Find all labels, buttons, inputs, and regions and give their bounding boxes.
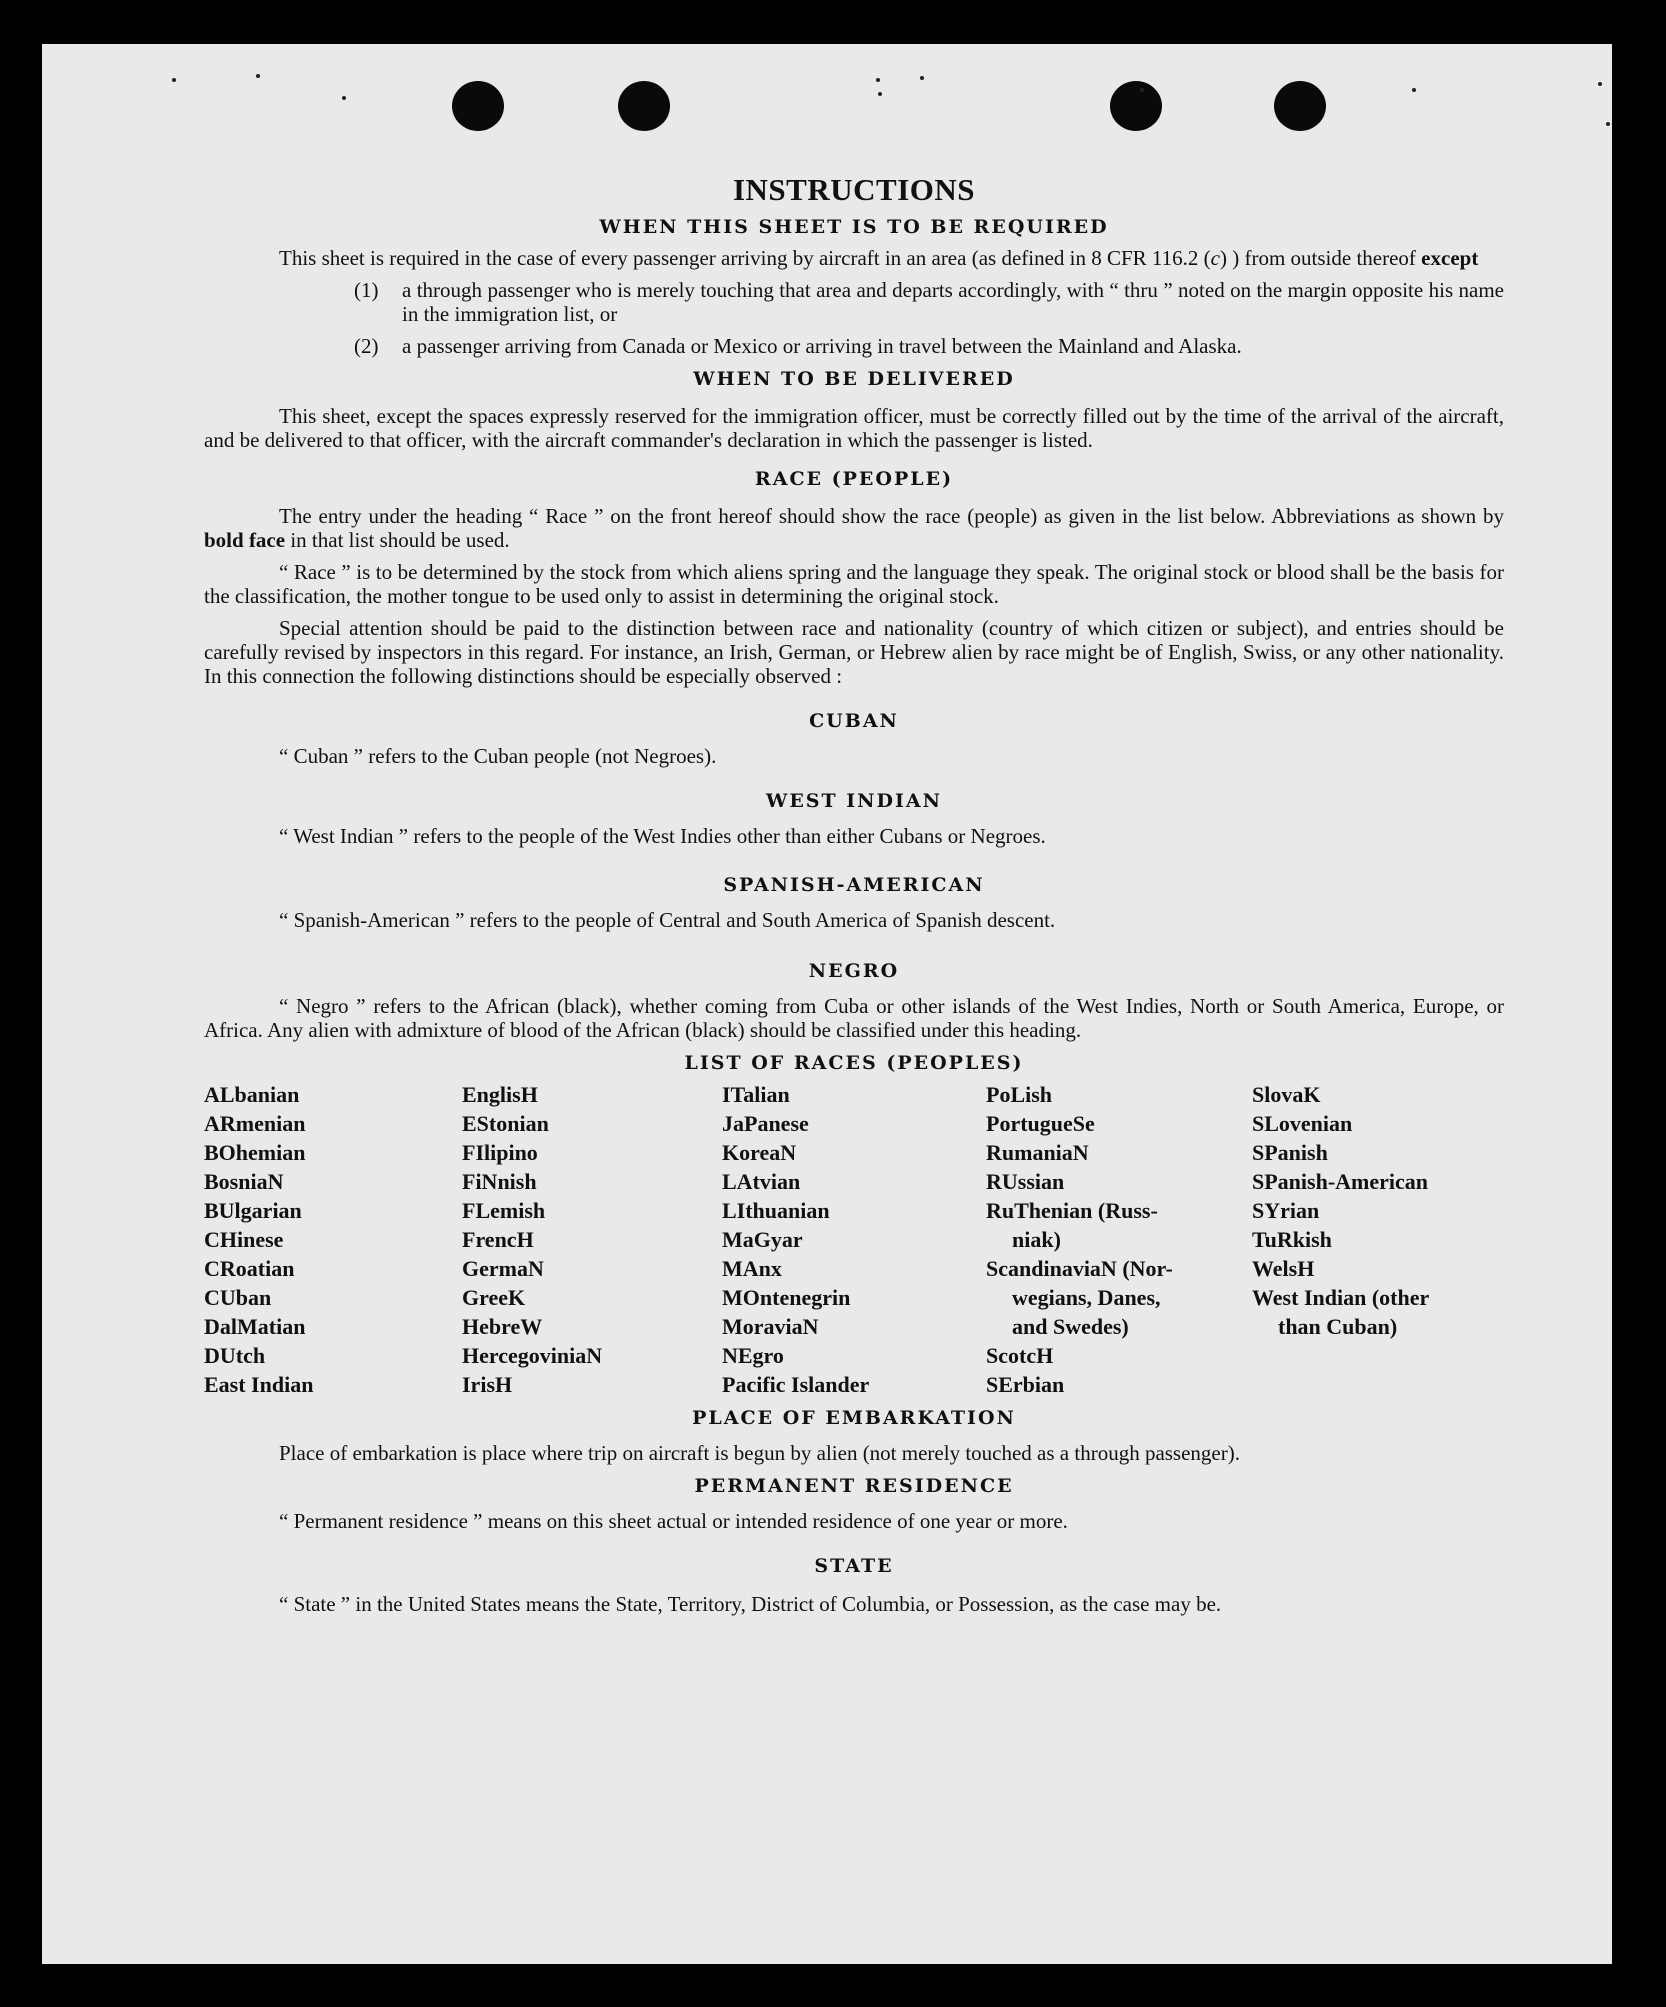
races-column-2 — [462, 1080, 722, 1399]
item-text: a through passenger who is merely touching that area and departs accordingly, with “ thru ” noted on the margin opposite his name in the immigration list, or — [402, 278, 1504, 326]
race-entry: PoLish — [986, 1082, 1053, 1107]
race-entry: FIlipino — [462, 1140, 538, 1165]
item-number: (1) — [354, 278, 379, 302]
races-column-4 — [986, 1080, 1252, 1399]
heading-spanish-american: SPANISH-AMERICAN — [723, 874, 985, 896]
heading-state: STATE — [814, 1555, 894, 1577]
race-entry: SLovenian — [1252, 1111, 1353, 1136]
race-entry: SErbian — [986, 1372, 1065, 1397]
race-entry: ALbanian — [204, 1082, 300, 1107]
race-entry: FiNnish — [462, 1169, 537, 1194]
speck — [920, 76, 924, 80]
heading-when-required: WHEN THIS SHEET IS TO BE REQUIRED — [599, 216, 1109, 238]
embarkation-text: Place of embarkation is place where trip on aircraft is begun by alien (not merely touched as a through passenger). — [279, 1441, 1240, 1465]
race-entry: GermaN — [462, 1256, 544, 1281]
race-entry: KoreaN — [722, 1140, 797, 1165]
race-entry: DUtch — [204, 1343, 266, 1368]
heading-west-indian: WEST INDIAN — [765, 790, 943, 812]
race-paragraph-3: Special attention should be paid to the distinction between race and nationality (country of which citizen or subject), and entries should be carefully revised by inspectors in this regard. For instance, an Irish, German, or Hebrew alien by race might be of English, Swiss, or any other nationality. In this connection the following distinctions should be especially observed : — [204, 616, 1504, 688]
speck — [172, 78, 176, 82]
race-entry: ScandinaviaN (Nor- — [986, 1256, 1173, 1281]
race-entry: CRoatian — [204, 1256, 295, 1281]
race-entry: East Indian — [204, 1372, 314, 1397]
race-p1-text: The entry under the heading “ Race ” on the front hereof should show the race (people) as given in the list below. Abbreviations as shown by — [279, 504, 1504, 528]
race-entry: than Cuban) — [1278, 1314, 1398, 1339]
race-p1-bold: bold face — [204, 528, 286, 552]
race-entry: CUban — [204, 1285, 272, 1310]
residence-text: “ Permanent residence ” means on this sheet actual or intended residence of one year or more. — [279, 1509, 1068, 1533]
race-entry: ScotcH — [986, 1343, 1054, 1368]
intro-text-2: ) ) from outside thereof — [1219, 246, 1422, 270]
speck — [1140, 88, 1144, 92]
heading-cuban: CUBAN — [809, 710, 899, 732]
race-entry: CHinese — [204, 1227, 284, 1252]
instructions-content — [204, 172, 1504, 1619]
race-entry: West Indian (other — [1252, 1285, 1430, 1310]
race-entry: SYrian — [1252, 1198, 1320, 1223]
race-entry: and Swedes) — [1012, 1314, 1129, 1339]
race-entry: NEgro — [722, 1343, 784, 1368]
races-list — [204, 1080, 1504, 1399]
cuban-text: “ Cuban ” refers to the Cuban people (not Negroes). — [279, 744, 717, 768]
punch-hole — [452, 81, 504, 131]
race-entry: WelsH — [1252, 1256, 1315, 1281]
race-entry: MoraviaN — [722, 1314, 819, 1339]
speck — [876, 78, 880, 82]
negro-text: “ Negro ” refers to the African (black), whether coming from Cuba or other islands of the West Indies, North or South America, Europe, or Africa. Any alien with admixture of blood of the African (black) should be classified under this heading. — [204, 994, 1504, 1042]
intro-text: This sheet is required in the case of every passenger arriving by aircraft in an area (as defined in 8 CFR 116.2 ( — [279, 246, 1211, 270]
race-entry: EStonian — [462, 1111, 549, 1136]
spanish-american-text: “ Spanish-American ” refers to the people of Central and South America of Spanish descent. — [279, 908, 1056, 932]
punch-hole — [618, 81, 670, 131]
race-entry: niak) — [1012, 1227, 1061, 1252]
speck — [1598, 82, 1602, 86]
punch-hole — [1110, 81, 1162, 131]
race-entry: ITalian — [722, 1082, 790, 1107]
item-text: a passenger arriving from Canada or Mexico or arriving in travel between the Mainland and Alaska. — [402, 334, 1242, 358]
races-column-1 — [204, 1080, 462, 1399]
race-entry: RumaniaN — [986, 1140, 1089, 1165]
race-paragraph-1 — [204, 504, 1504, 552]
heading-permanent-residence: PERMANENT RESIDENCE — [694, 1475, 1014, 1497]
page-title: INSTRUCTIONS — [732, 172, 975, 207]
race-entry: MAnx — [722, 1256, 782, 1281]
race-entry: TuRkish — [1252, 1227, 1332, 1252]
when-delivered-text: This sheet, except the spaces expressly reserved for the immigration officer, must be correctly filled out by the time of the arrival of the aircraft, and be delivered to that officer, with the aircraft commander's declaration in which the passenger is listed. — [204, 404, 1504, 452]
list-item — [354, 334, 1504, 358]
punch-hole — [1274, 81, 1326, 131]
speck — [1606, 122, 1610, 126]
race-entry: SPanish-American — [1252, 1169, 1428, 1194]
race-entry: BosniaN — [204, 1169, 284, 1194]
race-entry: LAtvian — [722, 1169, 801, 1194]
race-entry: BOhemian — [204, 1140, 306, 1165]
item-number: (2) — [354, 334, 379, 358]
race-entry: HebreW — [462, 1314, 543, 1339]
races-column-5 — [1252, 1080, 1452, 1399]
race-entry: Pacific Islander — [722, 1372, 870, 1397]
races-column-3 — [722, 1080, 986, 1399]
race-entry: DalMatian — [204, 1314, 306, 1339]
speck — [878, 92, 882, 96]
when-required-intro — [204, 246, 1504, 270]
race-entry: RUssian — [986, 1169, 1065, 1194]
intro-c: c — [1210, 246, 1220, 270]
heading-race: RACE (PEOPLE) — [754, 468, 954, 490]
race-entry: MOntenegrin — [722, 1285, 851, 1310]
race-entry: HercegoviniaN — [462, 1343, 603, 1368]
speck — [256, 74, 260, 78]
race-entry: FrencH — [462, 1227, 534, 1252]
race-entry: JaPanese — [722, 1111, 809, 1136]
race-paragraph-2: “ Race ” is to be determined by the stock from which aliens spring and the language they speak. The original stock or blood shall be the basis for the classification, the mother tongue to be used only to assist in determining the original stock. — [204, 560, 1504, 608]
race-p1-text-2: in that list should be used. — [285, 528, 510, 552]
speck — [1412, 88, 1416, 92]
race-entry: PortugueSe — [986, 1111, 1095, 1136]
race-entry: MaGyar — [722, 1227, 803, 1252]
heading-place-of-embarkation: PLACE OF EMBARKATION — [692, 1407, 1016, 1429]
list-item — [354, 278, 1504, 326]
heading-when-delivered: WHEN TO BE DELIVERED — [693, 368, 1015, 390]
race-entry: SlovaK — [1252, 1082, 1321, 1107]
race-entry: SPanish — [1252, 1140, 1328, 1165]
document-sheet — [42, 44, 1612, 1964]
heading-list-of-races: LIST OF RACES (PEOPLES) — [684, 1052, 1024, 1074]
race-entry: GreeK — [462, 1285, 526, 1310]
race-entry: LIthuanian — [722, 1198, 830, 1223]
race-entry: BUlgarian — [204, 1198, 302, 1223]
intro-except: except — [1421, 246, 1479, 270]
race-entry: EnglisH — [462, 1082, 538, 1107]
race-entry: IrisH — [462, 1372, 513, 1397]
west-indian-text: “ West Indian ” refers to the people of the West Indies other than either Cubans or Negroes. — [279, 824, 1046, 848]
speck — [342, 96, 346, 100]
race-entry: RuThenian (Russ- — [986, 1198, 1158, 1223]
race-entry: wegians, Danes, — [1012, 1285, 1161, 1310]
heading-negro: NEGRO — [808, 960, 900, 982]
state-text: “ State ” in the United States means the State, Territory, District of Columbia, or Possession, as the case may be. — [279, 1592, 1222, 1616]
race-entry: ARmenian — [204, 1111, 306, 1136]
race-entry: FLemish — [462, 1198, 546, 1223]
